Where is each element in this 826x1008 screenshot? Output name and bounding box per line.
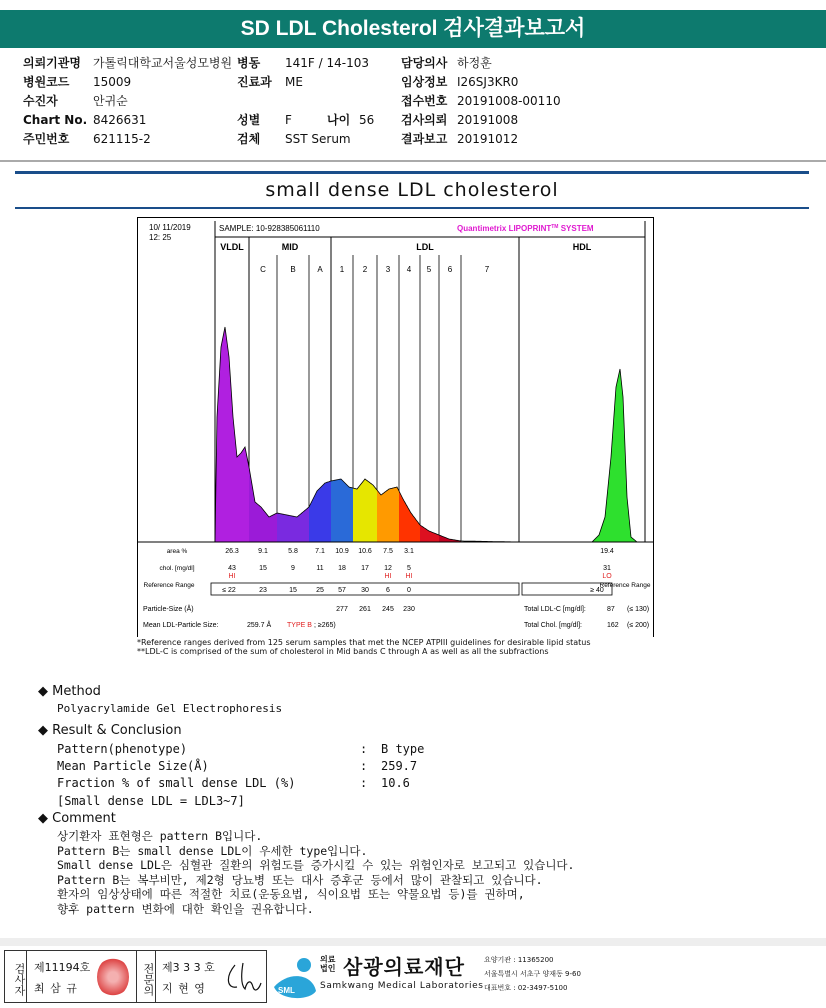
comment-line: Pattern B는 small dense LDL이 우세한 type입니다. xyxy=(57,843,368,858)
doctor-label: 담당의사 xyxy=(401,56,448,70)
sex-label: 성별 xyxy=(237,113,261,127)
band-label: 4 xyxy=(406,265,412,274)
chol-value: 17 xyxy=(361,565,369,572)
age-label: 나이 xyxy=(327,113,351,127)
band-area xyxy=(331,479,353,542)
chol-value: 9 xyxy=(291,565,295,572)
chol-value: 5 xyxy=(407,565,411,572)
band-area xyxy=(377,487,399,542)
chol-value: 43 xyxy=(228,565,236,572)
ref-label-right: Reference Range xyxy=(599,582,651,589)
total-ldl-label: Total LDL-C [mg/dl]: xyxy=(524,606,586,613)
flag-lo: LO xyxy=(602,573,612,580)
flag-hi: HI xyxy=(384,573,392,580)
request-label: 검사의뢰 xyxy=(401,113,448,127)
ref-value: 23 xyxy=(259,587,267,594)
result-key: Fraction % of small dense LDL (%) xyxy=(57,776,296,790)
mean-value: 259.7 Å xyxy=(247,622,272,629)
footnote-1: *Reference ranges derived from 125 serum samples that met the NCEP ATPIII guidelines for desirable lipid status xyxy=(137,638,591,647)
comment-line: 향후 pattern 변화에 대한 확인을 권유합니다. xyxy=(57,901,314,916)
flag-hi: HI xyxy=(228,573,236,580)
comment-line: Small dense LDL은 심혈관 질환의 위험도를 증가시킬 수 있는 위험인자로 보고되고 있습니다. xyxy=(57,858,575,872)
size-value: 245 xyxy=(382,606,394,613)
total-chol-value: 162 xyxy=(607,622,619,629)
code-label: 병원코드 xyxy=(23,75,70,89)
chart-label: Chart No. xyxy=(23,113,88,127)
band-label: 1 xyxy=(339,265,345,274)
result-section xyxy=(38,723,182,738)
size-value: 261 xyxy=(359,606,371,613)
reviewer-name: 지 현 영 xyxy=(162,982,206,995)
area-label: area % xyxy=(166,548,188,555)
clinical-value: I26SJ3KR0 xyxy=(457,75,519,89)
result-key: Mean Particle Size(Å) xyxy=(57,759,209,773)
header-rule-top xyxy=(15,171,809,174)
result-colon: : xyxy=(360,776,368,790)
diamond-icon: ◆ xyxy=(38,811,48,826)
comment-heading: Comment xyxy=(52,811,116,826)
band-label: A xyxy=(317,265,323,274)
total-chol-ref: (≤ 200) xyxy=(627,622,650,629)
specimen-value: SST Serum xyxy=(285,132,351,146)
org-address: 서울특별시 서초구 양재동 9-60 xyxy=(484,970,581,978)
comment-line: 상기환자 표현형은 pattern B입니다. xyxy=(57,829,263,843)
tester-label: 검사자 xyxy=(5,951,27,1002)
org-phone: 대표번호 : 02-3497-5100 xyxy=(484,984,568,992)
ref-value: ≤ 22 xyxy=(222,587,236,594)
patient-label: 수진자 xyxy=(23,94,58,108)
dept-label: 진료과 xyxy=(237,75,272,89)
reviewer-label: 전문의 xyxy=(136,951,156,1002)
band-label: 6 xyxy=(447,265,453,274)
group-label: MID xyxy=(281,242,299,252)
area-value: 7.1 xyxy=(315,548,325,555)
ref-value: 15 xyxy=(289,587,297,594)
band-label: B xyxy=(290,265,296,274)
band-label: C xyxy=(260,265,266,274)
result-heading: Result & Conclusion xyxy=(52,723,182,738)
specimen-label: 검체 xyxy=(237,132,261,146)
footer-divider xyxy=(0,938,826,946)
report-title-bar: SD LDL Cholesterol 검사결과보고서 xyxy=(0,10,826,48)
chart-value: 8426631 xyxy=(93,113,147,127)
band-label: 2 xyxy=(362,265,368,274)
group-label: LDL xyxy=(416,242,434,252)
total-chol-label: Total Chol. [mg/dl]: xyxy=(524,622,582,629)
ref-value: 6 xyxy=(386,587,390,594)
chol-value: 11 xyxy=(316,565,324,572)
comment-line: 환자의 임상상태에 따른 적절한 치료(운동요법, 식이요법 또는 약물요법 등)를 권하며, xyxy=(57,887,525,901)
size-value: 230 xyxy=(403,606,415,613)
org-code: 요양기관 : 11365200 xyxy=(484,956,554,964)
ref-value: 30 xyxy=(361,587,369,594)
area-value: 10.9 xyxy=(335,548,349,555)
method-section xyxy=(38,684,282,715)
diamond-icon: ◆ xyxy=(38,684,48,699)
institution-label: 의뢰기관명 xyxy=(23,56,81,70)
total-ldl-value: 87 xyxy=(607,606,615,613)
dept-value: ME xyxy=(285,75,303,89)
tester-no: 제11194호 xyxy=(34,961,91,974)
band-label: 5 xyxy=(426,265,432,274)
chol-label: chol. [mg/dl] xyxy=(159,565,195,572)
code-value: 15009 xyxy=(93,75,132,89)
reviewer-no: 제3 3 3 호 xyxy=(162,961,215,974)
seal-stamp xyxy=(97,957,129,997)
ref-value: 57 xyxy=(338,587,346,594)
chart-section-title: small dense LDL cholesterol xyxy=(265,179,559,201)
area-value: 26.3 xyxy=(225,548,239,555)
group-label: VLDL xyxy=(220,242,244,252)
area-value: 5.8 xyxy=(288,548,298,555)
flag-hi: HI xyxy=(405,573,413,580)
group-label: HDL xyxy=(572,242,592,252)
size-value: 277 xyxy=(336,606,348,613)
chart-time: 12: 25 xyxy=(149,233,172,242)
report-value: 20191012 xyxy=(457,132,519,146)
mean-label: Mean LDL-Particle Size: xyxy=(143,622,219,629)
ward-value: 141F / 14-103 xyxy=(285,56,369,70)
ref-value: ≥ 40 xyxy=(590,587,604,594)
tester-name: 최 삼 규 xyxy=(34,982,78,995)
ward-label: 병동 xyxy=(237,56,261,70)
size-label: Particle-Size (Å) xyxy=(143,606,194,613)
chol-value: 12 xyxy=(384,565,392,572)
method-text: Polyacrylamide Gel Electrophoresis xyxy=(57,702,283,715)
method-heading: Method xyxy=(52,684,101,699)
chart-date: 10/ 11/2019 xyxy=(149,223,191,232)
patient-value: 안귀순 xyxy=(93,94,128,108)
request-value: 20191008 xyxy=(457,113,519,127)
lipoprint-chart xyxy=(137,217,654,637)
result-note: [Small dense LDL = LDL3~7] xyxy=(57,794,245,808)
age-value: 56 xyxy=(359,113,375,127)
receipt-label: 접수번호 xyxy=(401,94,448,108)
band-label: 3 xyxy=(385,265,391,274)
comment-line: Pattern B는 복부비만, 제2형 당뇨병 또는 대사 증후군 등에서 많이 관찰되고 있습니다. xyxy=(57,872,543,887)
rrn-label: 주민번호 xyxy=(23,132,70,146)
header-rule-bottom xyxy=(15,207,809,209)
rrn-value: 621115-2 xyxy=(93,132,151,146)
area-value: 3.1 xyxy=(404,548,414,555)
result-key: Pattern(phenotype) xyxy=(57,742,188,756)
type-value: TYPE B xyxy=(287,622,312,629)
signature-mark xyxy=(223,959,263,995)
area-value: 9.1 xyxy=(258,548,268,555)
result-value: B type xyxy=(381,742,425,756)
org-name: 삼광의료재단 xyxy=(343,955,465,979)
ref-value: 0 xyxy=(407,587,411,594)
type-suffix: ; ≥265) xyxy=(314,622,336,629)
result-colon: : xyxy=(360,742,368,756)
org-english: Samkwang Medical Laboratories xyxy=(320,981,484,991)
area-value: 7.5 xyxy=(383,548,393,555)
sex-value: F xyxy=(285,113,292,127)
info-col-3 xyxy=(401,54,561,149)
result-value: 10.6 xyxy=(381,776,410,790)
org-prefix: 의료 법인 xyxy=(320,955,336,973)
diamond-icon: ◆ xyxy=(38,723,48,738)
area-value: 19.4 xyxy=(600,548,614,555)
svg-text:SML: SML xyxy=(278,986,295,995)
chol-value: 31 xyxy=(603,565,611,572)
doctor-value: 하정훈 xyxy=(457,56,492,70)
area-value: 10.6 xyxy=(358,548,372,555)
chol-value: 18 xyxy=(338,565,346,572)
info-col-1 xyxy=(23,54,232,149)
chart-brand: Quantimetrix LIPOPRINT™ SYSTEM xyxy=(457,224,594,233)
comment-section xyxy=(38,811,116,826)
receipt-value: 20191008-00110 xyxy=(457,94,561,108)
signature-box xyxy=(4,950,267,1003)
institution-value: 가톨릭대학교서울성모병원 xyxy=(93,56,233,70)
divider xyxy=(0,160,826,162)
info-col-2 xyxy=(237,54,374,149)
chol-value: 15 xyxy=(259,565,267,572)
result-value: 259.7 xyxy=(381,759,418,773)
band-label: 7 xyxy=(484,265,490,274)
result-colon: : xyxy=(360,759,368,773)
chart-sample: SAMPLE: 10-928385061110 xyxy=(219,224,320,233)
ref-value: 25 xyxy=(316,587,324,594)
report-label: 결과보고 xyxy=(401,132,448,146)
ref-label-left: Reference Range xyxy=(143,582,195,589)
clinical-label: 임상정보 xyxy=(401,75,448,89)
total-ldl-ref: (≤ 130) xyxy=(627,606,650,613)
footnote-2: **LDL-C is comprised of the sum of cholesterol in Mid bands C through A as well as all the subfractions xyxy=(137,647,549,656)
